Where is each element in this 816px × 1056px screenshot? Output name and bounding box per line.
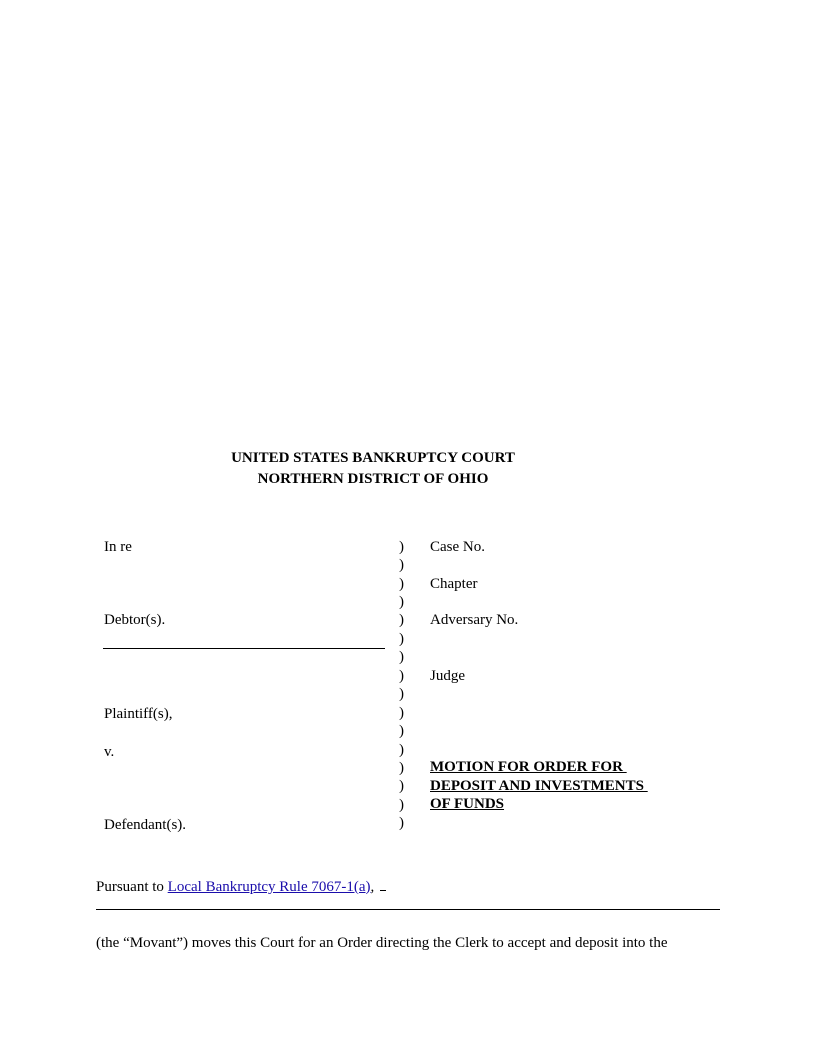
- court-district: NORTHERN DISTRICT OF OHIO: [257, 471, 489, 487]
- caption-paren: ): [399, 686, 404, 702]
- in-re-label: In re: [104, 539, 132, 555]
- caption-paren: ): [399, 539, 404, 555]
- caption-divider-line: [103, 648, 385, 649]
- caption-paren: ): [399, 594, 404, 610]
- caption-paren: ): [399, 576, 404, 592]
- versus-label: v.: [104, 744, 115, 760]
- caption-paren: ): [399, 557, 404, 573]
- pursuant-prefix: Pursuant to: [96, 879, 168, 895]
- caption-paren: ): [399, 723, 404, 739]
- caption-paren: ): [399, 705, 404, 721]
- local-rule-link[interactable]: Local Bankruptcy Rule 7067-1(a): [167, 879, 371, 895]
- judge-label: Judge: [430, 668, 465, 684]
- caption-paren: ): [399, 760, 404, 776]
- case-number-label: Case No.: [430, 539, 485, 555]
- caption-paren: ): [399, 631, 404, 647]
- movant-name-blank[interactable]: [380, 876, 386, 891]
- plaintiff-label: Plaintiff(s),: [104, 706, 173, 722]
- movant-sentence: (the “Movant”) moves this Court for an Order directing the Clerk to accept and deposit into the: [96, 935, 668, 951]
- caption-paren: ): [399, 778, 404, 794]
- pursuant-suffix: ,: [370, 879, 375, 895]
- chapter-label: Chapter: [430, 576, 478, 592]
- caption-paren: ): [399, 797, 404, 813]
- court-name: UNITED STATES BANKRUPTCY COURT: [231, 450, 515, 466]
- caption-paren: ): [399, 612, 404, 628]
- caption-paren: ): [399, 815, 404, 831]
- adversary-number-label: Adversary No.: [430, 612, 519, 628]
- motion-title-line-1: MOTION FOR ORDER FOR: [430, 759, 627, 775]
- movant-name-fill-line[interactable]: [96, 909, 720, 910]
- caption-paren: ): [399, 742, 404, 758]
- motion-title-line-2: DEPOSIT AND INVESTMENTS: [430, 778, 648, 794]
- caption-paren: ): [399, 668, 404, 684]
- pursuant-paragraph: [96, 876, 386, 896]
- caption-paren: ): [399, 649, 404, 665]
- debtor-label: Debtor(s).: [104, 612, 166, 628]
- defendant-label: Defendant(s).: [104, 817, 187, 833]
- motion-title-line-3: OF FUNDS: [430, 796, 505, 812]
